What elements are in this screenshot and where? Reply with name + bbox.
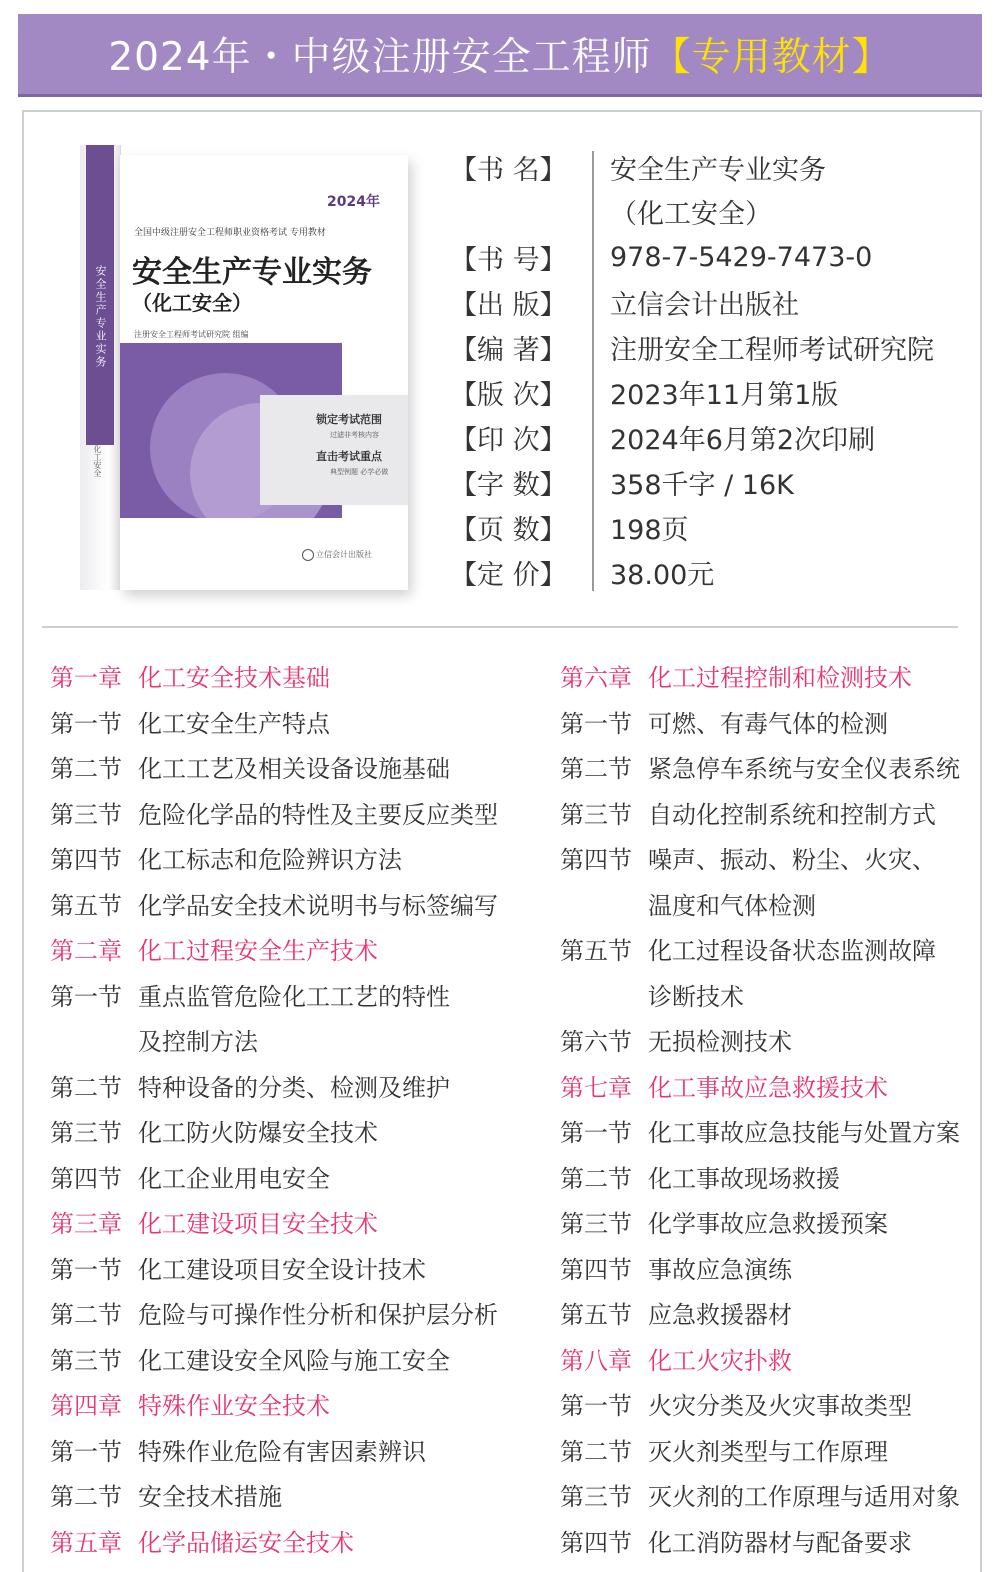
toc-number: 第三节 (50, 1119, 122, 1147)
toc-title: 化工防火防爆安全技术 (138, 1119, 378, 1147)
toc-title: 自动化控制系统和控制方式 (648, 800, 936, 829)
toc-title: 应急救援器材 (648, 1301, 792, 1329)
book-front (120, 155, 408, 590)
info-row (450, 235, 873, 279)
toc-number: 第四节 (560, 846, 632, 874)
banner-title: 2024年・中级注册安全工程师 (108, 35, 652, 80)
toc-title: 危险与可操作性分析和保护层分析 (138, 1301, 498, 1329)
toc-title: 化工企业用电安全 (138, 1164, 330, 1193)
toc-section (560, 704, 888, 744)
toc-title: 特殊作业安全技术 (138, 1392, 330, 1420)
info-label: 【书 号】 (450, 244, 567, 276)
info-value: 2023年11月第1版 (610, 379, 839, 411)
toc-number: 第四节 (560, 1528, 632, 1557)
toc-section (560, 1250, 792, 1290)
toc-title: 化工建设项目安全设计技术 (138, 1255, 426, 1284)
toc-section (560, 886, 816, 926)
info-label: 【出 版】 (450, 289, 567, 321)
toc-chapter (50, 658, 330, 698)
toc-section (50, 795, 498, 835)
toc-number: 第三节 (560, 1210, 632, 1238)
info-label: 【版 次】 (450, 379, 567, 411)
toc-title: 化工事故应急救援技术 (648, 1073, 888, 1102)
toc-title: 化工消防器材与配备要求 (648, 1528, 912, 1557)
cover-title: 安全生产专业实务 (132, 255, 372, 290)
toc-chapter (50, 931, 378, 971)
toc-title: 特种设备的分类、检测及维护 (138, 1073, 450, 1102)
info-label: 【页 数】 (450, 514, 567, 546)
toc-number: 第二章 (50, 937, 122, 965)
info-value: （化工安全） (610, 198, 772, 230)
toc-number: 第一节 (560, 1119, 632, 1147)
cover-author: 注册安全工程师考试研究院 组编 (134, 330, 249, 339)
cover-year: 2024年 (327, 194, 380, 210)
cover-tag-2-sub: 典型例题 必学必做 (330, 468, 389, 476)
toc-number: 第四节 (560, 1255, 632, 1284)
cover-subtitle: （化工安全） (132, 291, 252, 315)
toc-title: 化工过程设备状态监测故障 (648, 937, 936, 965)
toc-section (50, 840, 402, 880)
toc-title: 可燃、有毒气体的检测 (648, 709, 888, 738)
info-row (450, 325, 934, 369)
toc-chapter (560, 658, 912, 698)
toc-number: 第一节 (50, 982, 122, 1011)
toc-number: 第五节 (50, 891, 122, 920)
toc-title: 重点监管危险化工工艺的特性 (138, 982, 450, 1011)
toc-number: 第一章 (50, 664, 122, 692)
info-row (450, 550, 715, 594)
toc-section (50, 1432, 426, 1472)
toc-number: 第六节 (560, 1028, 632, 1056)
toc-title: 化工建设项目安全技术 (138, 1210, 378, 1238)
toc-section (50, 977, 450, 1017)
toc-title: 化学品安全技术说明书与标签编写 (138, 891, 498, 920)
toc-chapter (560, 1068, 888, 1108)
toc-section (50, 1477, 282, 1517)
cover-publisher: 立信会计出版社 (316, 550, 372, 559)
toc-title: 化工建设安全风险与施工安全 (138, 1346, 450, 1375)
info-value: 2024年6月第2次印刷 (610, 424, 876, 456)
toc-title: 化学事故应急救援预案 (648, 1210, 888, 1238)
toc-section (560, 1477, 960, 1517)
header-banner (18, 14, 982, 97)
toc-title: 事故应急演练 (648, 1255, 792, 1284)
toc-section (50, 1113, 378, 1153)
toc-title: 化工过程安全生产技术 (138, 937, 378, 965)
toc-title: 紧急停车系统与安全仪表系统 (648, 755, 960, 783)
toc-section (50, 1022, 258, 1062)
toc-number: 第二节 (50, 1073, 122, 1102)
info-value: 注册安全工程师考试研究院 (610, 334, 934, 366)
info-value: 198页 (610, 514, 689, 546)
toc-section (50, 749, 450, 789)
toc-section (560, 977, 744, 1017)
toc-number: 第二节 (560, 755, 632, 783)
toc-title: 无损检测技术 (648, 1028, 792, 1056)
publisher-logo-icon (302, 549, 314, 561)
toc-section (50, 1068, 450, 1108)
toc-section (560, 1386, 912, 1426)
info-value: 安全生产专业实务 (610, 154, 826, 186)
toc-number: 第七章 (560, 1073, 632, 1102)
toc-title: 及控制方法 (138, 1028, 258, 1056)
toc-number: 第五章 (50, 1528, 122, 1557)
book-spine (80, 145, 121, 590)
toc-number: 第八章 (560, 1346, 632, 1375)
toc-chapter (50, 1523, 354, 1563)
toc-number: 第二节 (560, 1164, 632, 1193)
info-label: 【定 价】 (450, 559, 567, 591)
toc-chapter (50, 1386, 330, 1426)
toc-section (50, 1295, 498, 1335)
toc-chapter (560, 1341, 792, 1381)
toc-title: 安全技术措施 (138, 1483, 282, 1511)
toc-title: 化工工艺及相关设备设施基础 (138, 755, 450, 783)
toc-title: 化工标志和危险辨识方法 (138, 846, 402, 874)
toc-title: 化学品储运安全技术 (138, 1528, 354, 1557)
spine-subtitle: 化工安全 (93, 445, 102, 477)
toc-title: 化工过程控制和检测技术 (648, 664, 912, 692)
toc-number: 第四章 (50, 1392, 122, 1420)
toc-title: 化工安全技术基础 (138, 664, 330, 692)
toc-number: 第四节 (50, 1164, 122, 1193)
toc-title: 火灾分类及火灾事故类型 (648, 1392, 912, 1420)
book-cover-image (80, 145, 408, 595)
toc-section (50, 1159, 330, 1199)
section-divider (42, 626, 958, 628)
toc-title: 噪声、振动、粉尘、火灾、 (648, 846, 936, 874)
cover-tag-1-sub: 过滤非考核内容 (330, 431, 379, 439)
toc-number: 第二节 (50, 1483, 122, 1511)
toc-section (560, 840, 936, 880)
info-divider-line (592, 151, 594, 591)
info-value: 38.00元 (610, 559, 715, 591)
toc-title: 化工安全生产特点 (138, 709, 330, 738)
toc-number: 第二节 (50, 755, 122, 783)
cover-series: 全国中级注册安全工程师职业资格考试 专用教材 (134, 228, 326, 238)
toc-section (560, 749, 960, 789)
toc-section (560, 1204, 888, 1244)
toc-title: 灭火剂的工作原理与适用对象 (648, 1483, 960, 1511)
toc-number: 第一节 (50, 1255, 122, 1284)
info-row (450, 460, 794, 504)
toc-section (560, 1295, 792, 1335)
toc-section (50, 1341, 450, 1381)
info-row (450, 280, 799, 324)
toc-section (560, 1113, 960, 1153)
toc-number: 第二节 (50, 1301, 122, 1329)
toc-title: 诊断技术 (648, 982, 744, 1011)
toc-number: 第一节 (560, 709, 632, 738)
toc-section (50, 886, 498, 926)
toc-title: 温度和气体检测 (648, 891, 816, 920)
toc-section (50, 704, 330, 744)
toc-title: 化工事故现场救援 (648, 1164, 840, 1193)
info-label: 【印 次】 (450, 424, 567, 456)
info-value: 立信会计出版社 (610, 289, 799, 321)
toc-number: 第六章 (560, 664, 632, 692)
toc-section (560, 1523, 912, 1563)
info-row (450, 415, 876, 459)
info-label: 【字 数】 (450, 469, 567, 501)
cover-tag-2: 直击考试重点 (316, 450, 382, 463)
info-label: 【书 名】 (450, 154, 567, 186)
toc-number: 第五节 (560, 937, 632, 965)
toc-number: 第三节 (560, 800, 632, 829)
toc-section (560, 1159, 840, 1199)
toc-section (560, 931, 936, 971)
toc-number: 第三节 (50, 1346, 122, 1375)
toc-title: 危险化学品的特性及主要反应类型 (138, 800, 498, 829)
toc-title: 灭火剂类型与工作原理 (648, 1437, 888, 1466)
toc-number: 第一节 (560, 1392, 632, 1420)
toc-number: 第三章 (50, 1210, 122, 1238)
toc-number: 第三节 (50, 800, 122, 829)
toc-number: 第三节 (560, 1483, 632, 1511)
toc-section (560, 1432, 888, 1472)
toc-number: 第四节 (50, 846, 122, 874)
info-value: 978-7-5429-7473-0 (610, 241, 873, 273)
toc-title: 化工事故应急技能与处置方案 (648, 1119, 960, 1147)
banner-highlight: 【专用教材】 (651, 35, 892, 80)
info-row (450, 370, 839, 414)
toc-title: 特殊作业危险有害因素辨识 (138, 1437, 426, 1466)
toc-title: 化工火灾扑救 (648, 1346, 792, 1375)
toc-number: 第一节 (50, 1437, 122, 1466)
spine-title: 安全生产专业实务 (94, 265, 107, 369)
toc-section (560, 795, 936, 835)
toc-chapter (50, 1204, 378, 1244)
toc-number: 第二节 (560, 1437, 632, 1466)
info-label: 【编 著】 (450, 334, 567, 366)
toc-number: 第一节 (50, 709, 122, 738)
info-row (450, 189, 772, 233)
info-row (450, 505, 689, 549)
toc-section (50, 1250, 426, 1290)
toc-section (560, 1022, 792, 1062)
cover-tag-1: 锁定考试范围 (316, 413, 382, 426)
info-row (450, 145, 826, 189)
info-value: 358千字 / 16K (610, 469, 794, 501)
toc-number: 第五节 (560, 1301, 632, 1329)
